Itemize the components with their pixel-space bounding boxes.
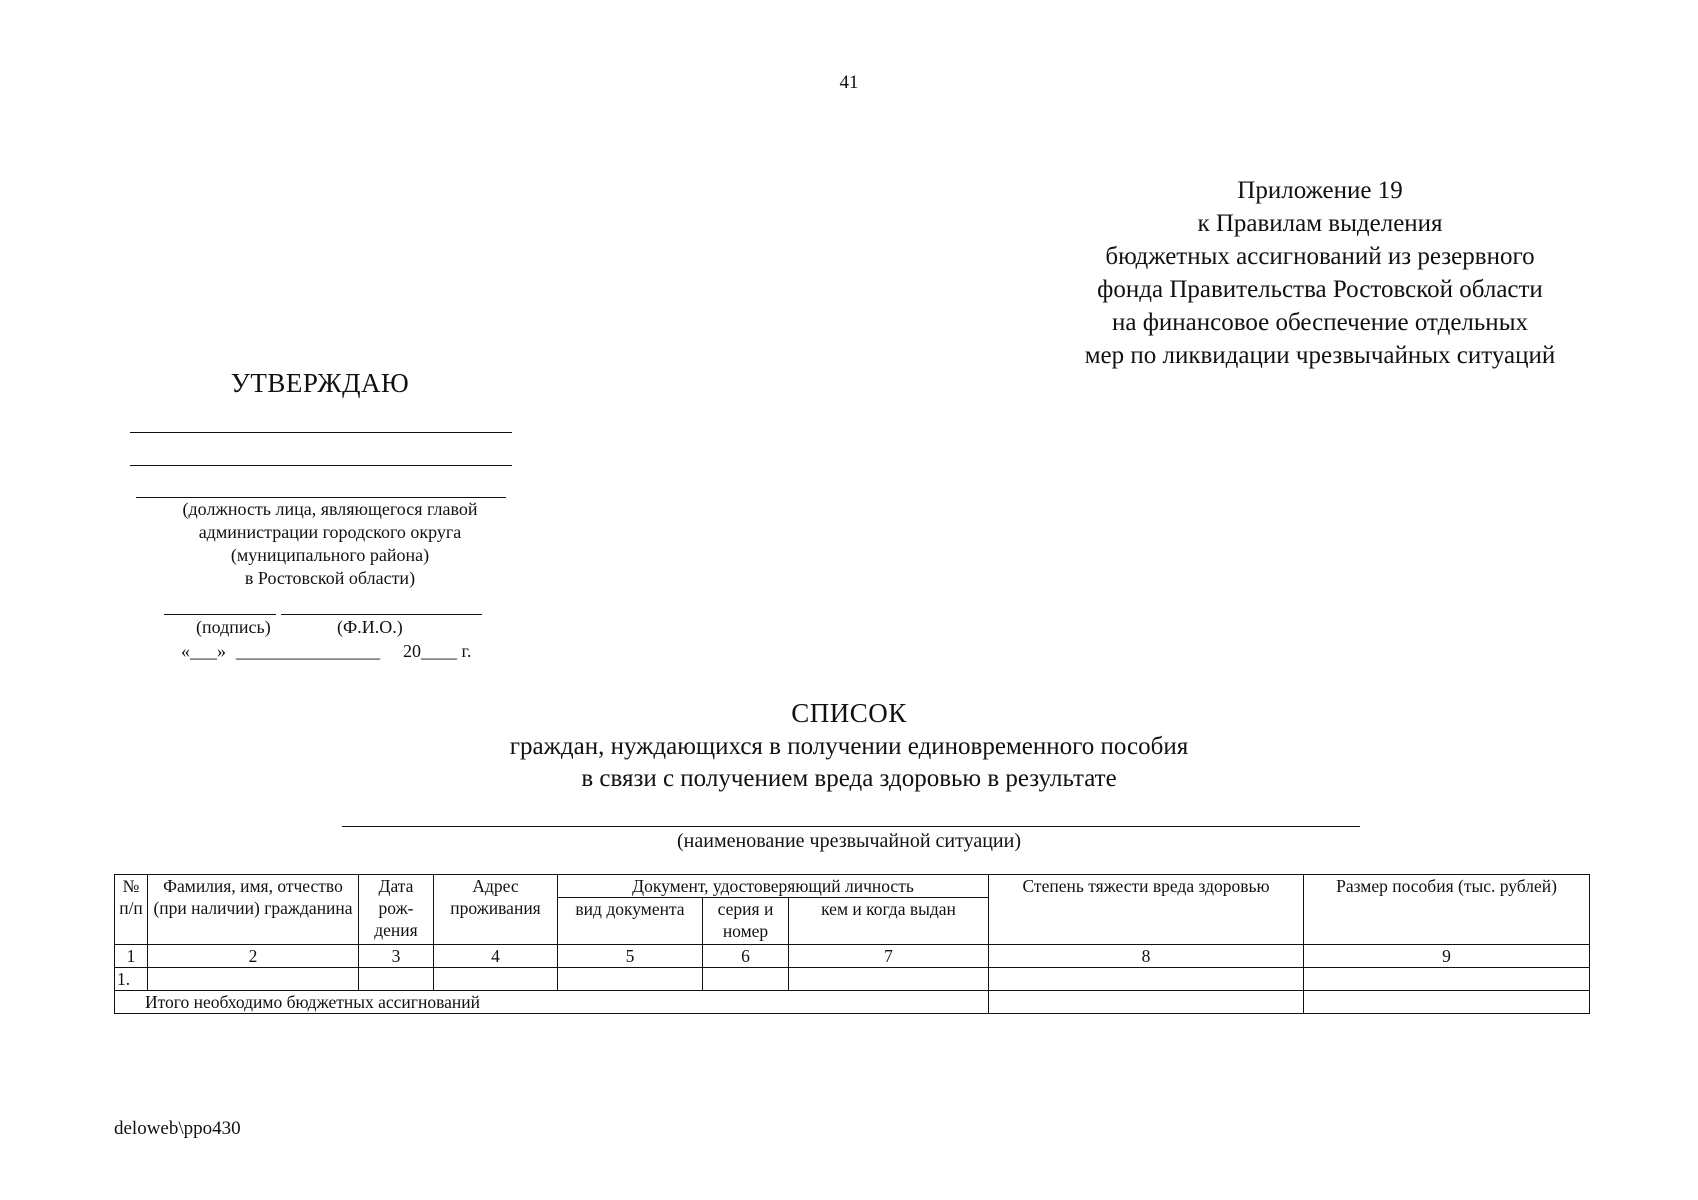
table-cell xyxy=(1304,968,1590,991)
page-number: 41 xyxy=(839,72,859,93)
table-cell xyxy=(558,968,703,991)
column-number-row xyxy=(115,945,1590,968)
list-subtitle-line: граждан, нуждающихся в получении единовременного пособия xyxy=(509,733,1189,760)
appendix-line: бюджетных ассигнований из резервного xyxy=(1105,243,1535,270)
date-day: «___» xyxy=(181,641,226,661)
approval-title: УТВЕРЖДАЮ xyxy=(230,368,410,398)
column-number: 6 xyxy=(703,945,789,968)
approval-blank-line xyxy=(130,465,512,466)
table-cell xyxy=(434,968,558,991)
column-number: 1 xyxy=(115,945,148,968)
total-cell xyxy=(989,991,1304,1014)
column-number: 3 xyxy=(359,945,434,968)
appendix-line: мер по ликвидации чрезвычайных ситуаций xyxy=(1084,342,1556,369)
header-birth-date: Дата рож-дения xyxy=(359,875,434,945)
column-number: 5 xyxy=(558,945,703,968)
header-series-number: серия и номер xyxy=(703,898,789,945)
header-identity-document: Документ, удостоверяющий личность xyxy=(558,875,989,898)
date-month: ________________ xyxy=(236,641,380,661)
total-row xyxy=(115,991,1590,1014)
header-injury-severity: Степень тяжести вреда здоровью xyxy=(989,875,1304,945)
list-subtitle-line: в связи с получением вреда здоровью в результате xyxy=(581,765,1117,792)
column-number: 8 xyxy=(989,945,1304,968)
table-cell xyxy=(359,968,434,991)
signature-caption: (подпись) xyxy=(196,617,271,637)
table-cell xyxy=(148,968,359,991)
appendix-reference xyxy=(1040,174,1600,372)
table-row xyxy=(115,968,1590,991)
total-cell xyxy=(1304,991,1590,1014)
total-label: Итого необходимо бюджетных ассигнований xyxy=(115,991,989,1014)
document-code: deloweb\ppo430 xyxy=(114,1118,241,1139)
header-issued-by: кем и когда выдан xyxy=(789,898,989,945)
position-caption-line: (муниципального района) xyxy=(230,545,430,565)
appendix-line: к Правилам выделения xyxy=(1197,210,1443,237)
column-number: 7 xyxy=(789,945,989,968)
header-address: Адрес проживания xyxy=(434,875,558,945)
table-cell xyxy=(989,968,1304,991)
citizens-table xyxy=(114,874,1590,1014)
appendix-line: на финансовое обеспечение отдельных xyxy=(1111,309,1528,336)
date-year: 20____ г. xyxy=(403,641,472,661)
header-benefit-amount: Размер пособия (тыс. рублей) xyxy=(1304,875,1590,945)
signature-blank-line xyxy=(164,614,276,615)
position-caption-line: в Ростовской области) xyxy=(244,568,416,588)
position-caption xyxy=(130,498,530,590)
row-index: 1. xyxy=(115,968,148,991)
situation-caption: (наименование чрезвычайной ситуации) xyxy=(677,830,1021,852)
header-document-type: вид документа xyxy=(558,898,703,945)
appendix-line: Приложение 19 xyxy=(1237,177,1403,204)
situation-blank-line xyxy=(342,826,1360,827)
position-caption-line: администрации городского округа xyxy=(198,522,462,542)
header-full-name: Фамилия, имя, отчество (при наличии) гражданина xyxy=(148,875,359,945)
approval-blank-line xyxy=(130,432,512,433)
appendix-line: фонда Правительства Ростовской области xyxy=(1097,276,1543,303)
position-caption-line: (должность лица, являющегося главой xyxy=(182,499,478,519)
column-number: 2 xyxy=(148,945,359,968)
name-blank-line xyxy=(281,614,482,615)
table-cell xyxy=(703,968,789,991)
list-title: СПИСОК xyxy=(791,698,907,728)
table-cell xyxy=(789,968,989,991)
column-number: 4 xyxy=(434,945,558,968)
name-caption: (Ф.И.О.) xyxy=(337,617,403,637)
column-number: 9 xyxy=(1304,945,1590,968)
header-index: № п/п xyxy=(115,875,148,945)
